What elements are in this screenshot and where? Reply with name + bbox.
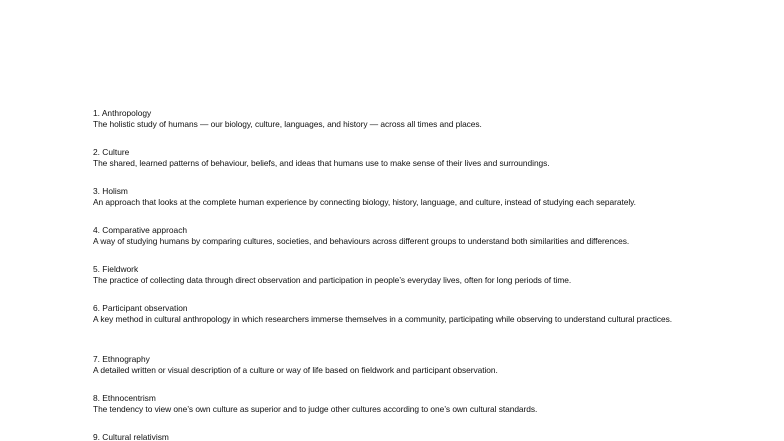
entry-term: 8. Ethnocentrism [93, 393, 156, 403]
entry-definition: A way of studying humans by comparing cultures, societies, and behaviours across different groups to understand both similarities and differences. [93, 235, 630, 246]
entry-term: 9. Cultural relativism [93, 432, 169, 441]
entry-term: 5. Fieldwork [93, 264, 139, 274]
entry-term: 6. Participant observation [93, 303, 188, 313]
glossary-entry [93, 225, 693, 246]
entry-definition: The holistic study of humans — our biology, culture, languages, and history — across all times and places. [93, 118, 482, 129]
glossary-entry [93, 186, 693, 207]
glossary-entry [93, 393, 693, 414]
entry-definition: A detailed written or visual description of a culture or way of life based on fieldwork and participant observation. [93, 364, 498, 375]
entry-term: 1. Anthropology [93, 108, 152, 118]
entry-term: 2. Culture [93, 147, 130, 157]
entry-definition: A key method in cultural anthropology in which researchers immerse themselves in a community, participating while observing to understand cultural practices. [93, 313, 672, 324]
glossary-entry [93, 108, 693, 129]
glossary-entry [93, 303, 693, 324]
entry-definition: The practice of collecting data through direct observation and participation in people’s everyday lives, often for long periods of time. [93, 274, 572, 285]
entry-definition: The tendency to view one’s own culture as superior and to judge other cultures according to one’s own cultural standards. [93, 403, 538, 414]
entry-term: 3. Holism [93, 186, 128, 196]
entry-definition: An approach that looks at the complete human experience by connecting biology, history, language, and culture, instead of studying each separately. [93, 196, 636, 207]
entry-definition: The shared, learned patterns of behaviour, beliefs, and ideas that humans use to make sense of their lives and surroundings. [93, 157, 550, 168]
glossary-entry [93, 432, 693, 441]
glossary-entry [93, 354, 693, 375]
entry-term: 7. Ethnography [93, 354, 150, 364]
glossary-entry [93, 147, 693, 168]
entry-term: 4. Comparative approach [93, 225, 188, 235]
glossary-entry [93, 264, 693, 285]
